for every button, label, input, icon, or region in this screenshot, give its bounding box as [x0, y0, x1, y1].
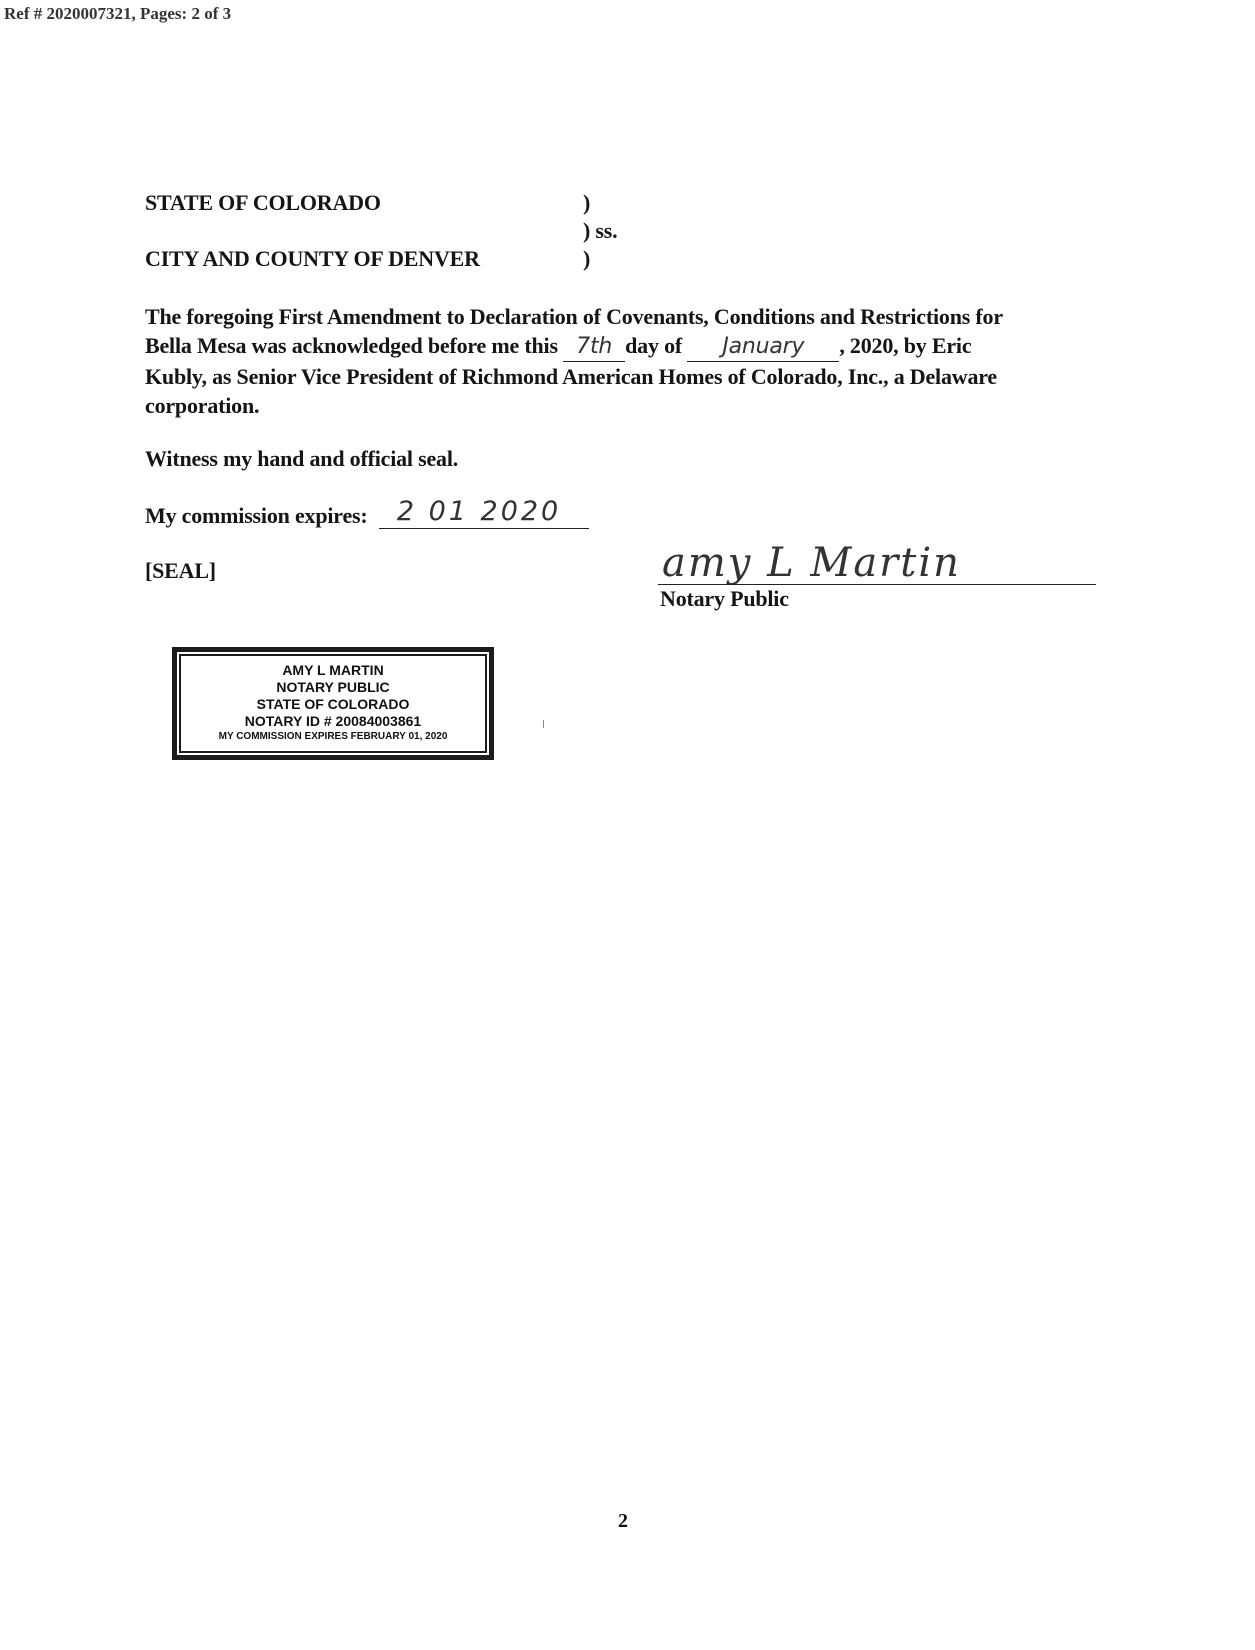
venue-paren-top: ): [583, 190, 591, 215]
month-handwritten: January: [687, 332, 839, 362]
seal-label: [SEAL]: [145, 558, 216, 583]
stamp-state: STATE OF COLORADO: [256, 696, 410, 712]
stamp-notary-id: NOTARY ID # 20084003861: [244, 713, 422, 729]
commission-label: My commission expires:: [145, 503, 368, 528]
acknowledgment-paragraph: [145, 302, 1085, 420]
notary-stamp-inner: [179, 654, 487, 753]
venue-paren-bottom: ): [583, 246, 591, 271]
notary-stamp: [172, 647, 494, 760]
stamp-title: NOTARY PUBLIC: [276, 679, 390, 695]
scan-mark: [543, 720, 544, 728]
stamp-name: AMY L MARTIN: [282, 662, 384, 678]
ack-line-4: corporation.: [145, 393, 260, 418]
ack-line-2-b: day of: [625, 333, 683, 358]
ack-line-3: Kubly, as Senior Vice President of Richmond American Homes of Colorado, Inc., a Delaware: [145, 364, 997, 389]
commission-blank: [379, 496, 589, 529]
venue-county: CITY AND COUNTY OF DENVER: [145, 246, 480, 271]
commission-expires: [145, 496, 589, 529]
ack-line-2: [145, 331, 1085, 362]
venue-state: STATE OF COLORADO: [145, 190, 381, 215]
document-reference: Ref # 2020007321, Pages: 2 of 3: [4, 4, 232, 23]
page-number: 2: [618, 1510, 628, 1532]
venue-paren-ss: ) ss.: [583, 218, 618, 243]
day-handwritten: 7th: [563, 332, 625, 362]
ack-line-1: The foregoing First Amendment to Declaration of Covenants, Conditions and Restrictions for: [145, 304, 1003, 329]
notary-public-label: Notary Public: [660, 586, 789, 611]
ack-line-2-c: , 2020, by Eric: [839, 333, 972, 358]
commission-handwritten: 2 01 2020: [396, 496, 562, 527]
witness-statement: Witness my hand and official seal.: [145, 446, 459, 471]
signature-line: [658, 584, 1096, 585]
notary-signature: amy L Martin: [662, 540, 961, 586]
ack-line-2-a: Bella Mesa was acknowledged before me this: [145, 333, 558, 358]
stamp-expires: MY COMMISSION EXPIRES FEBRUARY 01, 2020: [218, 731, 448, 742]
